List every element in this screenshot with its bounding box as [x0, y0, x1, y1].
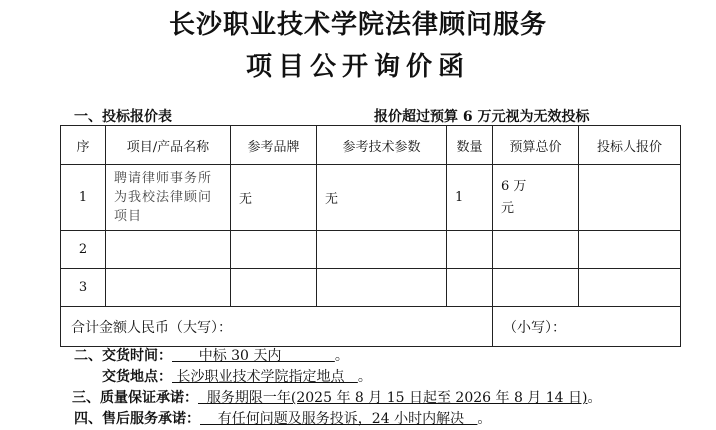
header-spec: 参考技术参数	[317, 126, 447, 165]
header-qty: 数量	[447, 126, 493, 165]
delivery-time-line	[74, 345, 349, 365]
row-qty: 1	[447, 165, 493, 231]
table-total-row	[61, 307, 681, 347]
quality-label: 三、质量保证承诺：	[72, 390, 198, 406]
bid-table	[60, 125, 681, 347]
row-no: 1	[61, 165, 106, 231]
total-caps-cell[interactable]: 合计金额人民币（大写）：	[61, 307, 493, 347]
table-row	[61, 231, 681, 269]
delivery-time-end: 。	[334, 348, 349, 364]
row-no: 2	[61, 231, 106, 269]
row-brand: 无	[231, 165, 317, 231]
delivery-place-line	[102, 366, 372, 386]
document-title-line2: 项目公开询价函	[245, 52, 470, 82]
row-spec	[317, 231, 447, 269]
header-bid: 投标人报价	[579, 126, 681, 165]
header-no: 序	[61, 126, 106, 165]
quality-end: 。	[587, 390, 602, 406]
header-name: 项目/产品名称	[106, 126, 231, 165]
document-title-line1: 长沙职业技术学院法律顾问服务	[168, 10, 547, 40]
row-spec	[317, 269, 447, 307]
section-bid-table-heading: 一、投标报价表	[74, 109, 172, 125]
delivery-time-value: 中标 30 天内	[172, 348, 335, 364]
row-budget	[493, 269, 579, 307]
row-budget-line1: 6 万	[501, 178, 527, 194]
quality-value: 服务期限一年(2025 年 8 月 15 日起至 2026 年 8 月 14 日)	[198, 390, 588, 406]
header-budget: 预算总价	[493, 126, 579, 165]
row-qty	[447, 269, 493, 307]
row-bid[interactable]	[579, 231, 681, 269]
service-line	[74, 408, 491, 428]
delivery-time-label: 二、交货时间：	[74, 348, 172, 364]
row-budget	[493, 165, 579, 231]
row-brand	[231, 231, 317, 269]
table-row	[61, 269, 681, 307]
service-end: 。	[477, 411, 492, 427]
row-qty	[447, 231, 493, 269]
budget-note: 报价超过预算 6 万元视为无效投标	[374, 109, 590, 125]
service-value: 有任何问题及服务投诉，24 小时内解决	[200, 411, 478, 427]
header-brand: 参考品牌	[231, 126, 317, 165]
row-bid[interactable]	[579, 269, 681, 307]
delivery-place-end: 。	[357, 369, 372, 385]
row-spec: 无	[317, 165, 447, 231]
delivery-place-value: 长沙职业技术学院指定地点	[172, 369, 358, 385]
table-header-row	[61, 126, 681, 165]
row-brand	[231, 269, 317, 307]
quality-line	[72, 387, 601, 407]
total-small-cell[interactable]: （小写）：	[493, 307, 681, 347]
row-bid[interactable]	[579, 165, 681, 231]
table-row	[61, 165, 681, 231]
row-budget-line2: 元	[501, 200, 515, 216]
row-name	[106, 231, 231, 269]
row-budget	[493, 231, 579, 269]
row-name: 聘请律师事务所为我校法律顾问项目	[106, 165, 231, 231]
row-name	[106, 269, 231, 307]
delivery-place-label: 交货地点：	[102, 369, 172, 385]
row-no: 3	[61, 269, 106, 307]
service-label: 四、售后服务承诺：	[74, 411, 200, 427]
